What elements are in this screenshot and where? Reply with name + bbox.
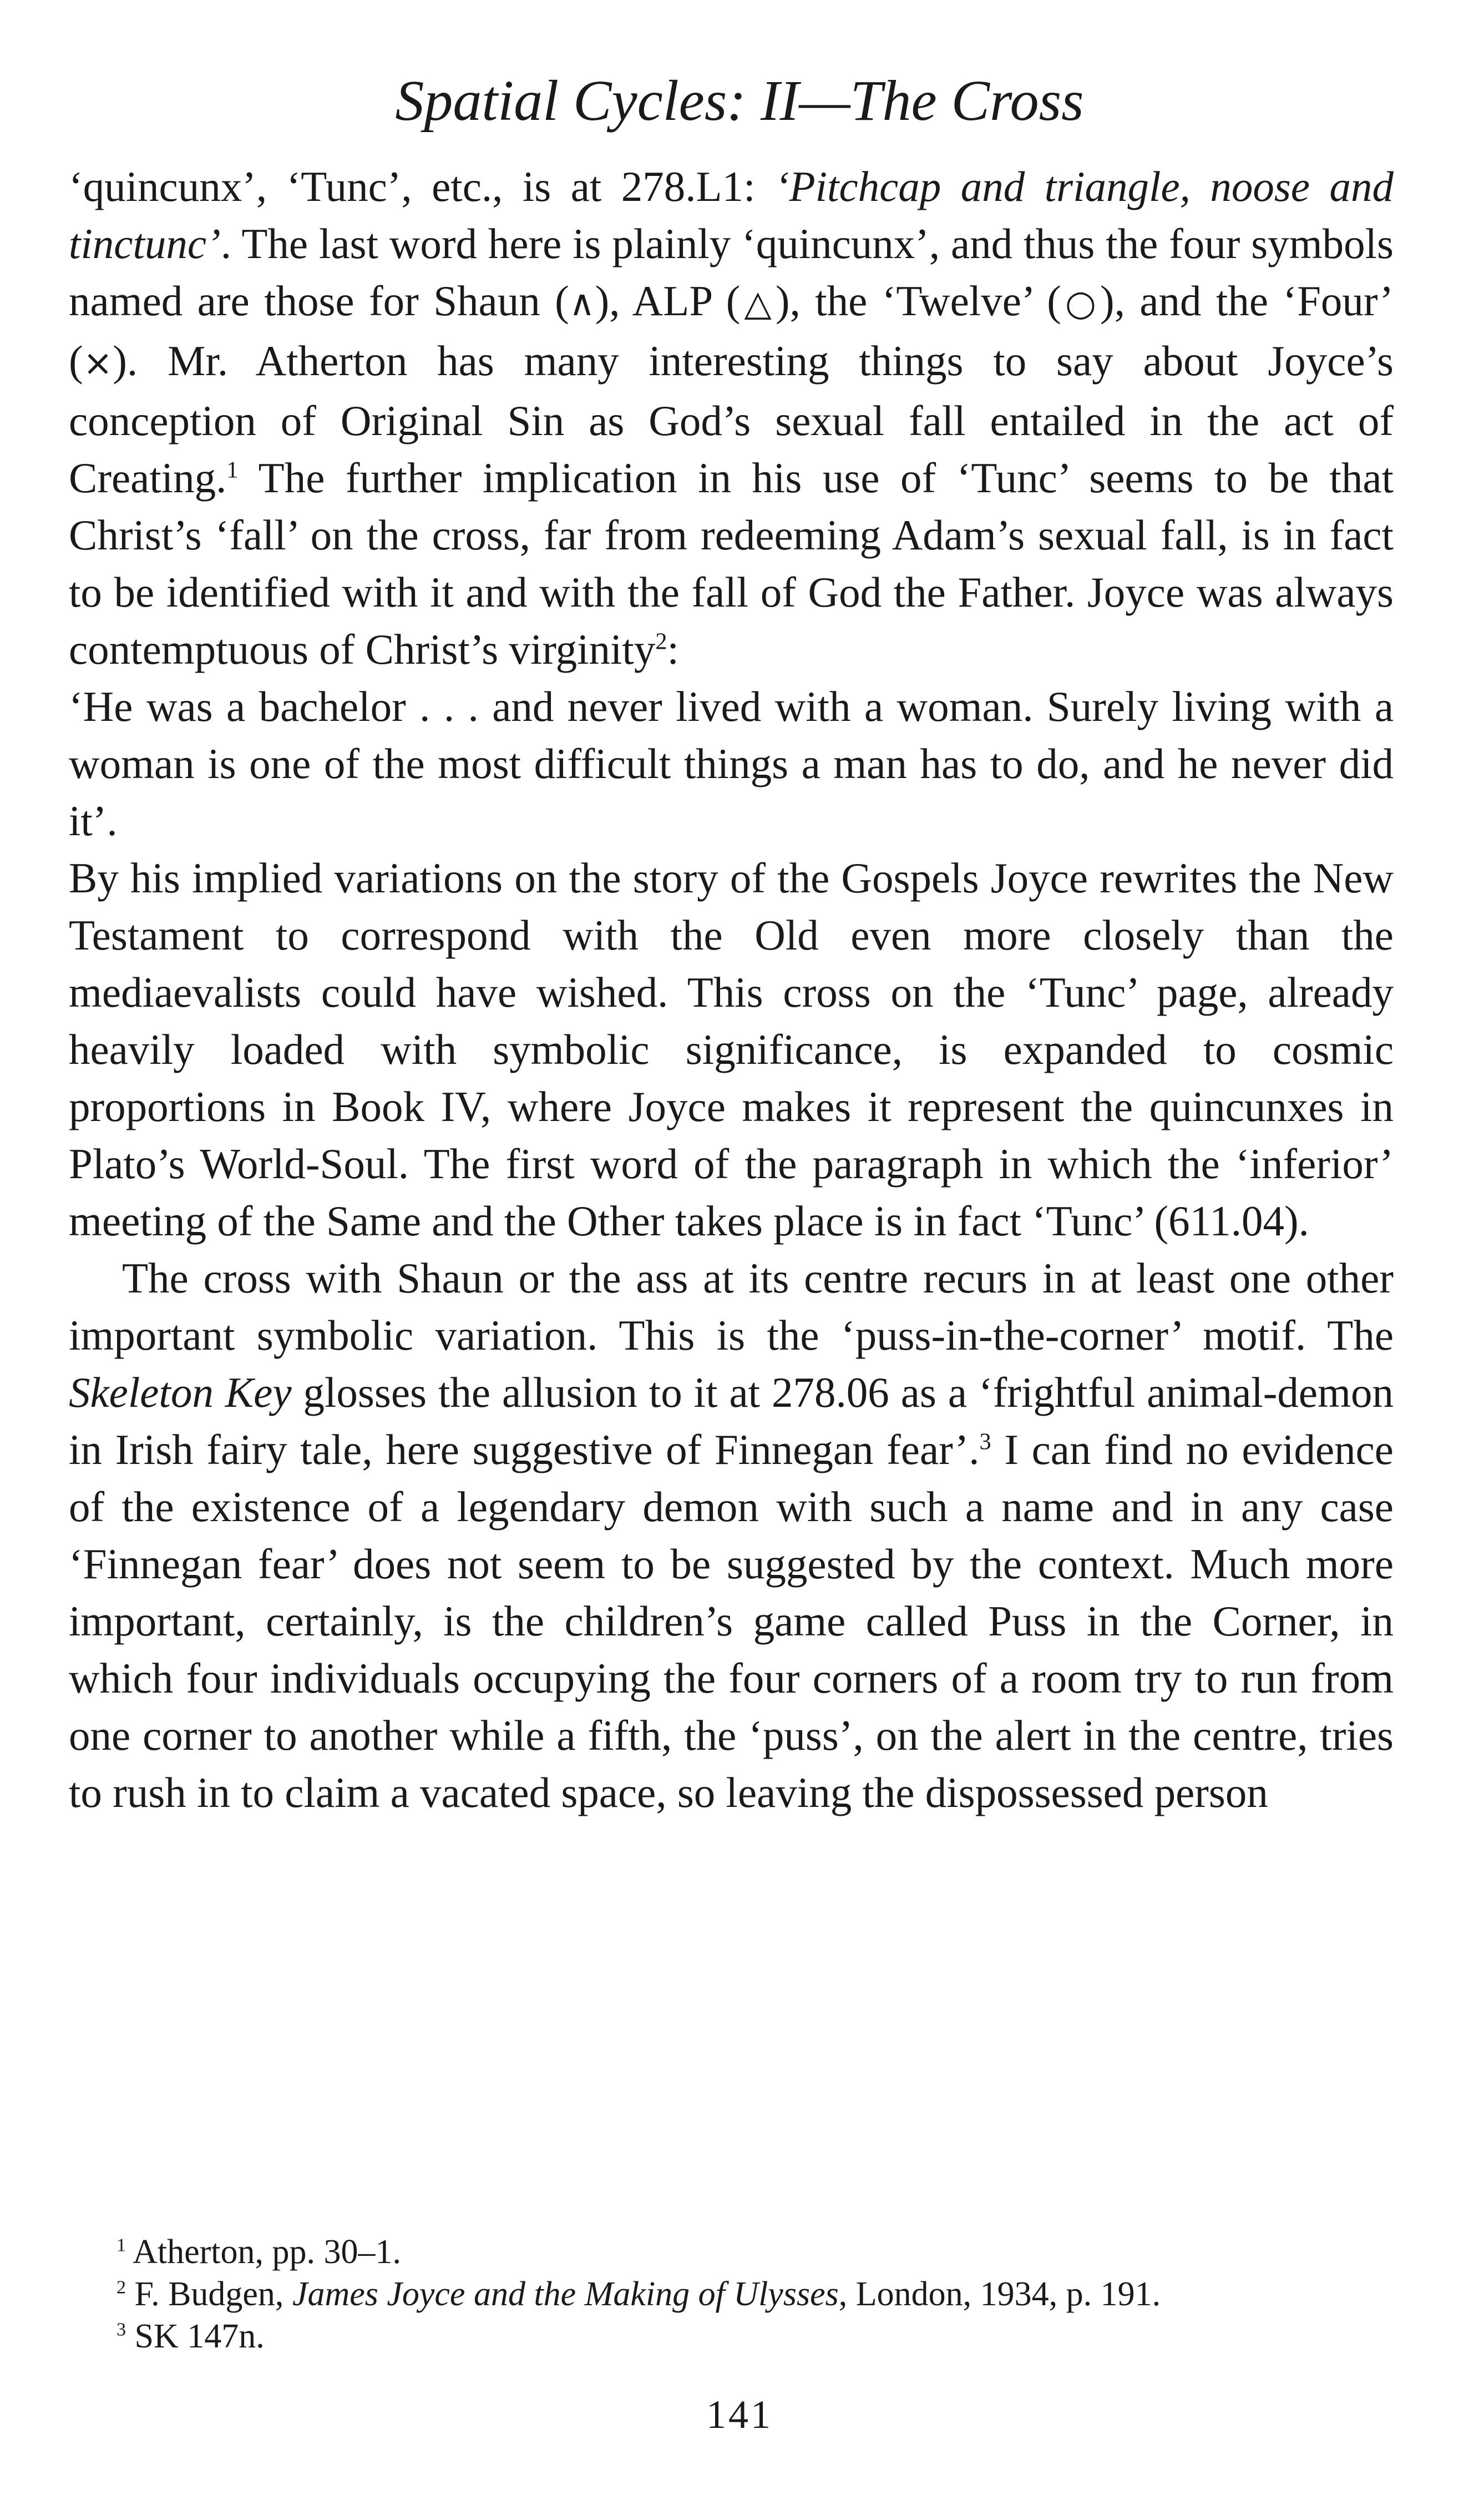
quoted-phrase: ‘Pitchcap and triangle, noose and tinctunc’ xyxy=(69,163,1394,267)
block-quote: ‘He was a bachelor . . . and never lived with a woman. Surely living with a woman is one of the most difficult things a man has to do, and he never did it’. xyxy=(69,683,1394,845)
caret-symbol-icon: ∧ xyxy=(569,283,595,324)
book-title: Skeleton Key xyxy=(69,1368,292,1416)
paragraph-1: ‘quincunx’, ‘Tunc’, etc., is at 278.L1: ‘Pitchcap and triangle, noose and tinctunc’. The last word here is plainly ‘quincunx’, and thus the four symbols named are those for Shaun (∧), ALP (△), the ‘Twelve’ (○), and the ‘Four’ (×). Mr. Atherton has many interesting things to say about Joyce’s conception of Original Sin as God’s sexual fall entailed in the act of Creating.$^1$ The further implication in his use of ‘Tunc’ seems to be that Christ’s ‘fall’ on the cross, far from redeeming Adam’s sexual fall, is in fact to be identified with it and with the fall of God the Father. Joyce was always contemptuous of Christ’s virginity$^2$: xyxy=(69,163,1394,673)
body-text xyxy=(69,158,1394,1821)
footnote-mark: 1 xyxy=(117,2235,126,2256)
footnote-ref-2: 2 xyxy=(655,628,667,655)
page-number: 141 xyxy=(706,2392,773,2437)
paragraph-2: By his implied variations on the story of the Gospels Joyce rewrites the New Testament to correspond with the Old even more closely than the mediaevalists could have wished. This cross on the ‘Tunc’ page, already heavily loaded with symbolic significance, is expanded to cosmic proportions in Book IV, where Joyce makes it represent the quincunxes in Plato’s World-Soul. The first word of the paragraph in which the ‘inferior’ meeting of the Same and the Other takes place is in fact ‘Tunc’ (611.04). xyxy=(69,854,1394,1245)
footnote-mark: 3 xyxy=(117,2319,126,2340)
footnote-mark: 2 xyxy=(117,2277,126,2298)
footnote-ref-3: 3 xyxy=(979,1428,991,1455)
triangle-symbol-icon: △ xyxy=(740,283,776,324)
footnote-1: $^1$ Atherton, pp. 30–1. xyxy=(117,2233,402,2271)
running-head: Spatial Cycles: II—The Cross xyxy=(395,69,1084,133)
circle-symbol-icon: ○ xyxy=(1061,283,1101,324)
footnote-2: $^2$ F. Budgen, James Joyce and the Making of Ulysses, London, 1934, p. 191. xyxy=(117,2275,1161,2313)
footnote-3: $^3$ SK 147n. xyxy=(117,2317,265,2355)
footnotes xyxy=(117,2231,1392,2357)
book-title: James Joyce and the Making of Ulysses xyxy=(292,2275,839,2313)
paragraph-3: The cross with Shaun or the ass at its centre recurs in at least one other important symbolic variation. This is the ‘puss-in-the-corner’ motif. The Skeleton Key glosses the allusion to it at 278.06 as a ‘frightful animal-demon in Irish fairy tale, here suggestive of Finnegan fear’.$^3$ I can find no evidence of the existence of a legendary demon with such a name and in any case ‘Finnegan fear’ does not seem to be suggested by the context. Much more important, certainly, is the children’s game called Puss in the Corner, in which four individuals occupying the four corners of a room try to run from one corner to another while a fifth, the ‘puss’, on the alert in the centre, tries to rush in to claim a vacated space, so leaving the dispossessed person xyxy=(69,1254,1394,1816)
footnote-ref-1: 1 xyxy=(226,457,239,483)
cross-symbol-icon: × xyxy=(83,343,113,384)
